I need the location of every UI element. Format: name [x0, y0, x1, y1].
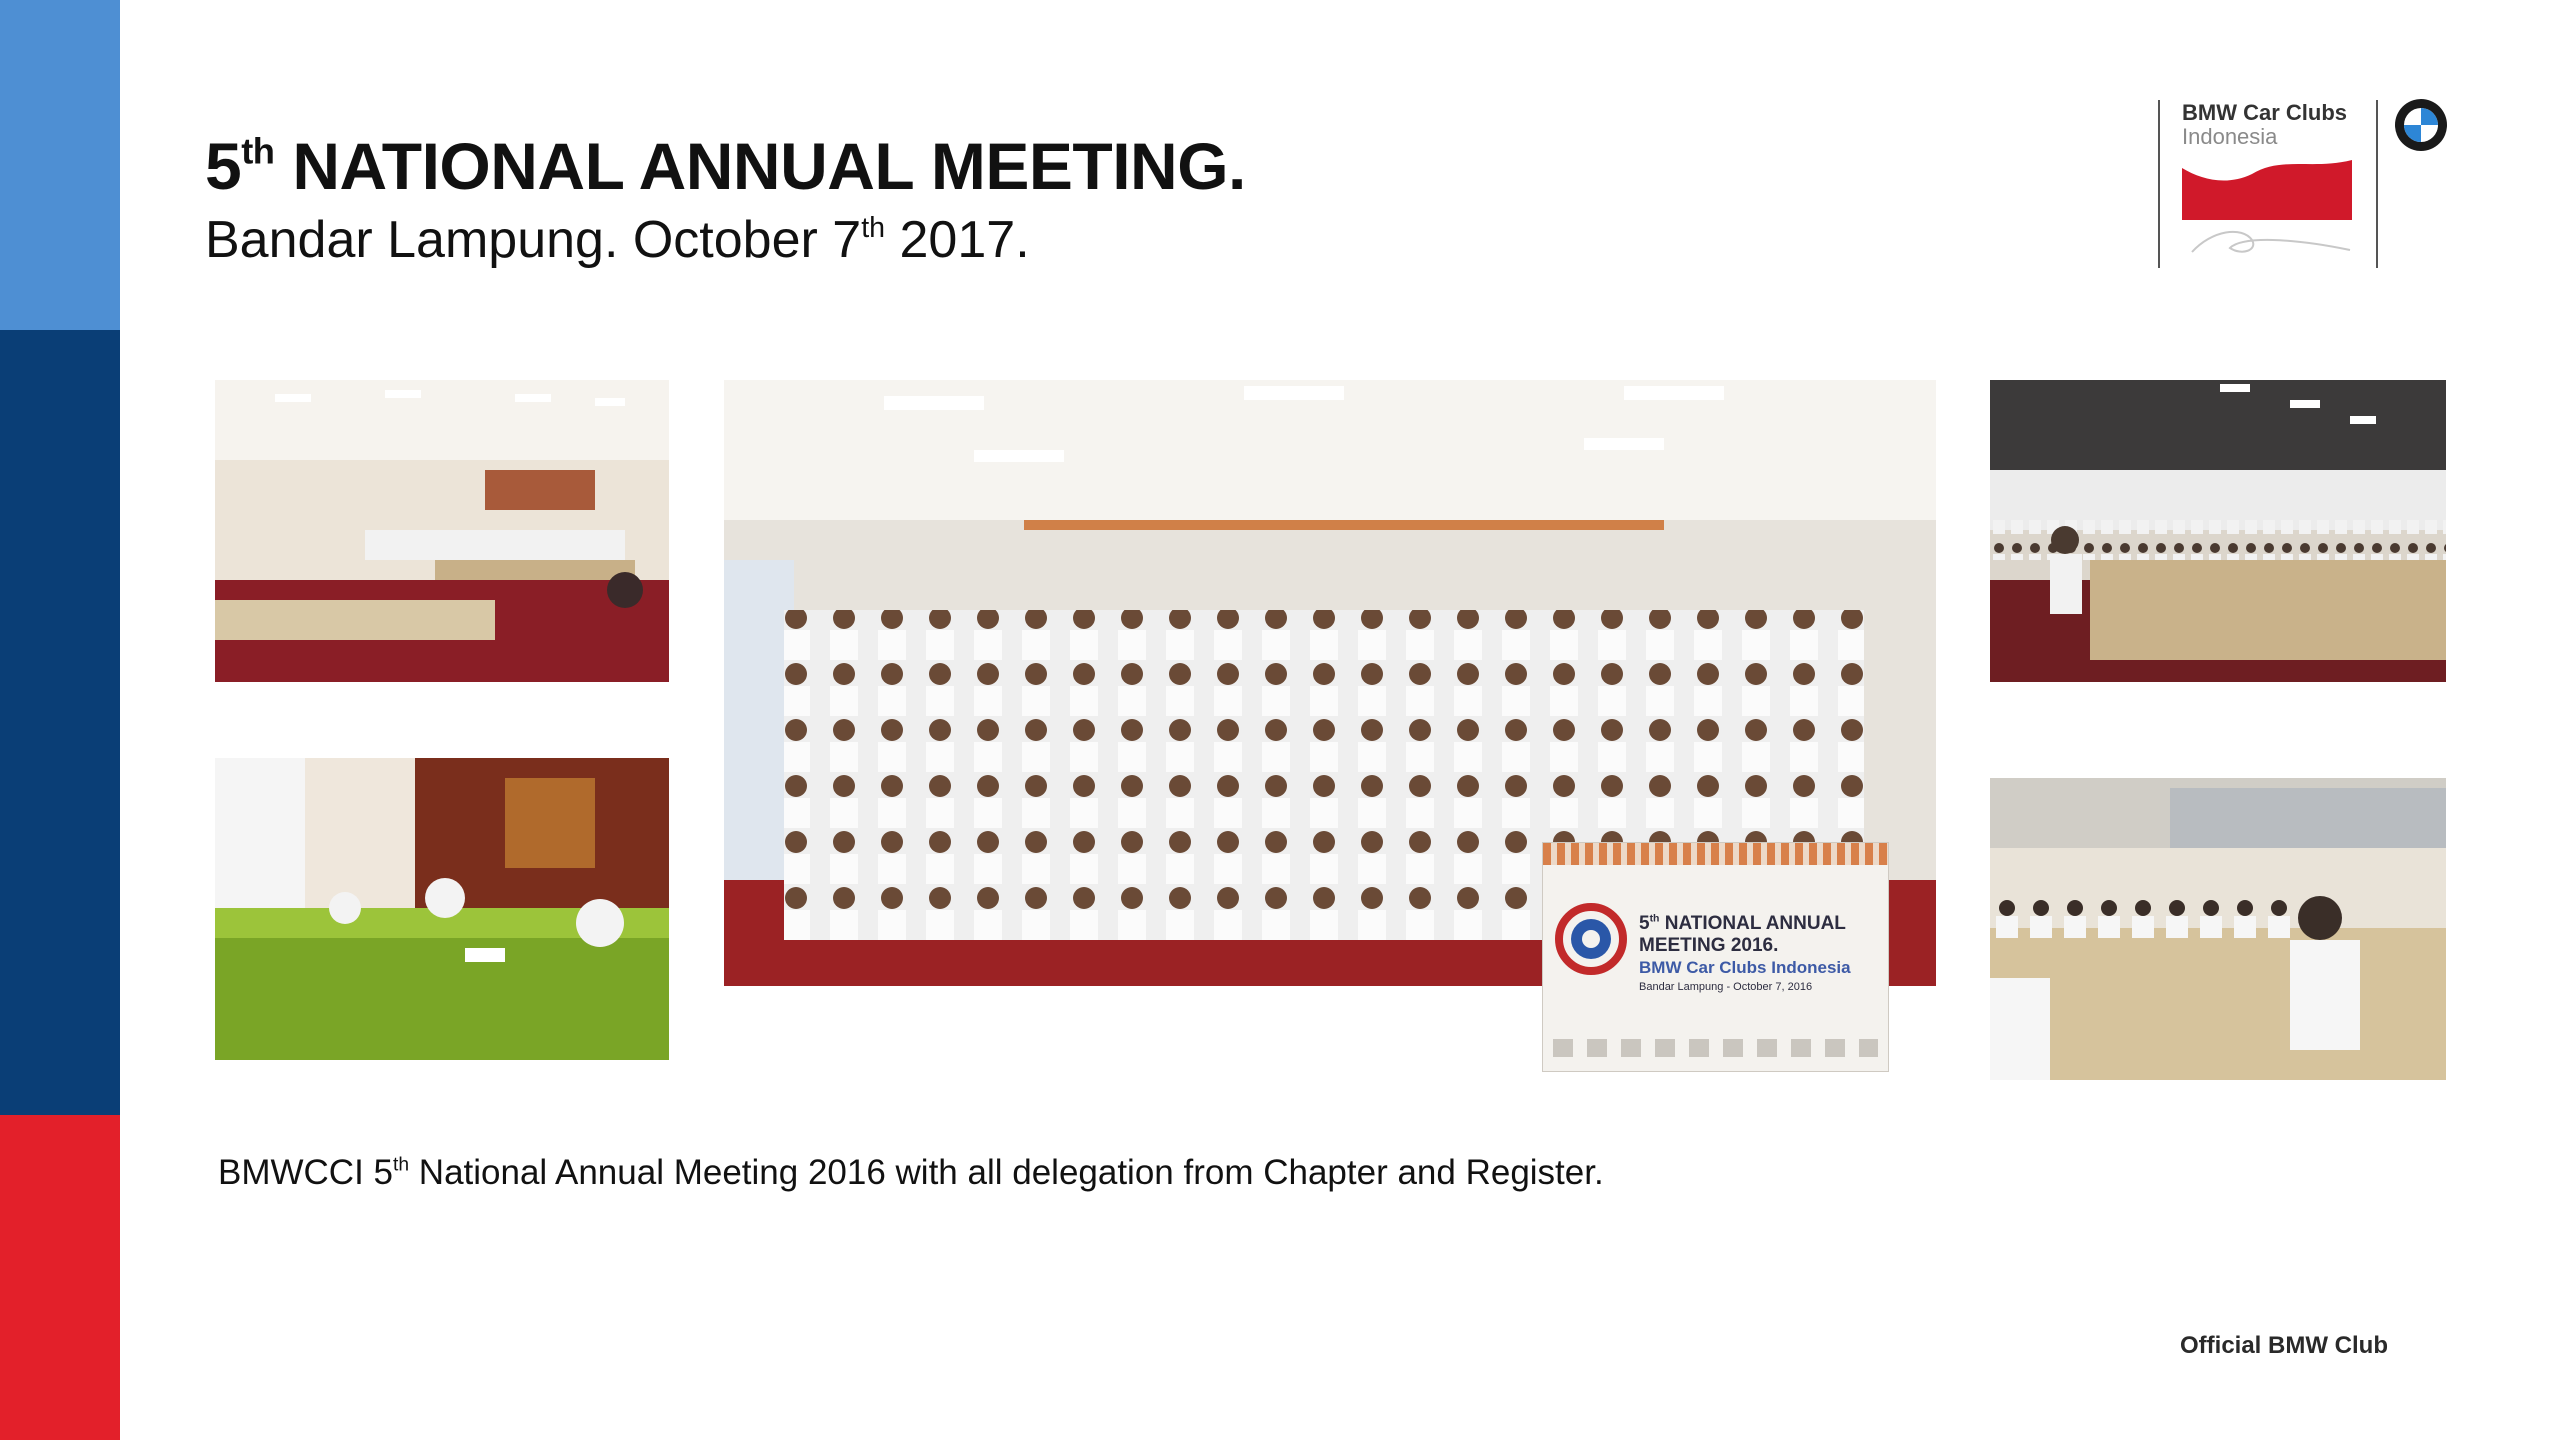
club-logo [2158, 100, 2378, 268]
footer-official-club: Official BMW Club [2180, 1332, 2388, 1359]
indonesia-flag-icon [2182, 160, 2352, 260]
photo-caption: BMWCCI 5th National Annual Meeting 2016 with all delegation from Chapter and Register. [218, 1153, 1604, 1192]
banner-location: Bandar Lampung - October 7, 2016 [1639, 981, 1813, 993]
page-subtitle: Bandar Lampung. October 7th 2017. [205, 211, 1030, 269]
photo-meeting-hall [215, 380, 669, 682]
banner-title: 5th NATIONAL ANNUAL MEETING 2016. [1639, 913, 1846, 956]
logo-country: Indonesia [2182, 124, 2278, 149]
side-stripe-light-blue [0, 0, 120, 330]
sponsor-logos [1553, 1039, 1878, 1057]
logo-name: BMW Car Clubs [2182, 100, 2347, 125]
event-emblem-icon [1555, 903, 1627, 975]
page-title: 5th NATIONAL ANNUAL MEETING. [205, 129, 1246, 203]
photo-banner-inset [1543, 843, 1888, 1071]
bmw-roundel-icon [2394, 98, 2448, 152]
banner-club: BMW Car Clubs Indonesia [1639, 958, 1851, 977]
side-stripe-dark-blue [0, 330, 120, 1115]
side-stripe-red [0, 1115, 120, 1440]
photo-head-table [215, 758, 669, 1060]
photo-speaker-hall [1990, 380, 2446, 682]
photo-delegates-seated [1990, 778, 2446, 1080]
banner-ornament [1543, 843, 1888, 865]
